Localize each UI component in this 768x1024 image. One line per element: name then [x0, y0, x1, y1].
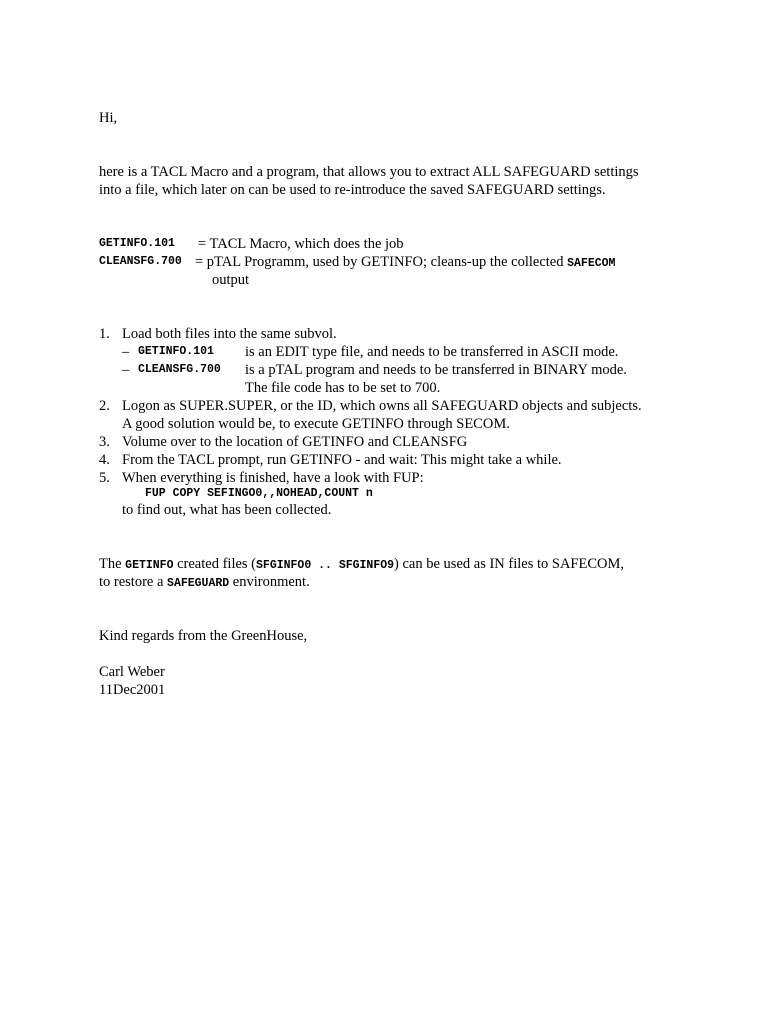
subitem-1-text: is an EDIT type file, and needs to be transferred in ASCII mode.: [245, 344, 619, 360]
file-desc-cleansfg-text: = pTAL Programm, used by GETINFO; cleans-up the collected: [195, 254, 568, 270]
step-3-text: Volume over to the location of GETINFO and CLEANSFG: [122, 434, 468, 450]
closing-1b: created files (: [173, 556, 257, 572]
step-1-text: Load both files into the same subvol.: [122, 326, 337, 342]
subitem-1-name: GETINFO.101: [138, 345, 214, 358]
file-desc-getinfo: = TACL Macro, which does the job: [198, 236, 404, 252]
file-name-cleansfg: CLEANSFG.700: [99, 255, 182, 268]
closing-1c: ) can be used as IN files to SAFECOM,: [394, 556, 625, 572]
file-name-getinfo: GETINFO.101: [99, 237, 175, 250]
closing-1a: The: [99, 556, 126, 572]
subitem-1-dash: –: [122, 344, 130, 360]
step-5-num: 5.: [99, 470, 110, 486]
closing-2b: environment.: [229, 574, 310, 590]
step-1-num: 1.: [99, 326, 110, 342]
getinfo-code: GETINFO: [125, 559, 174, 572]
file-desc-cleansfg-cont: output: [212, 272, 250, 288]
subitem-2-name: CLEANSFG.700: [138, 363, 221, 376]
step-5-text-cont: to find out, what has been collected.: [122, 502, 332, 518]
signature-name: Carl Weber: [99, 664, 165, 680]
step-2-text: Logon as SUPER.SUPER, or the ID, which owns all SAFEGUARD objects and subjects.: [122, 398, 642, 414]
step-5-text: When everything is finished, have a look with FUP:: [122, 470, 424, 486]
regards: Kind regards from the GreenHouse,: [99, 628, 308, 644]
sfginfo-code: SFGINFO0 .. SFGINFO9: [256, 559, 395, 572]
subitem-2-text-cont: The file code has to be set to 700.: [245, 380, 441, 396]
step-4-num: 4.: [99, 452, 110, 468]
safecom-code: SAFECOM: [567, 257, 616, 270]
greeting: Hi,: [99, 110, 118, 126]
step-2-text-cont: A good solution would be, to execute GETINFO through SECOM.: [122, 416, 510, 432]
signature-date: 11Dec2001: [99, 682, 166, 698]
step-2-num: 2.: [99, 398, 110, 414]
intro-line-2: into a file, which later on can be used to re-introduce the saved SAFEGUARD settings.: [99, 182, 606, 198]
file-desc-cleansfg: [195, 253, 615, 273]
step-4-text: From the TACL prompt, run GETINFO - and wait: This might take a while.: [122, 452, 562, 468]
step-5-command: FUP COPY SEFINGO0,,NOHEAD,COUNT n: [145, 487, 373, 500]
intro-line-1: here is a TACL Macro and a program, that allows you to extract ALL SAFEGUARD settings: [99, 164, 639, 180]
closing-line-1: [99, 555, 624, 575]
safeguard-code: SAFEGUARD: [167, 577, 230, 590]
closing-line-2: [99, 573, 310, 593]
step-3-num: 3.: [99, 434, 110, 450]
subitem-2-dash: –: [122, 362, 130, 378]
subitem-2-text: is a pTAL program and needs to be transferred in BINARY mode.: [245, 362, 627, 378]
closing-2a: to restore a: [99, 574, 168, 590]
